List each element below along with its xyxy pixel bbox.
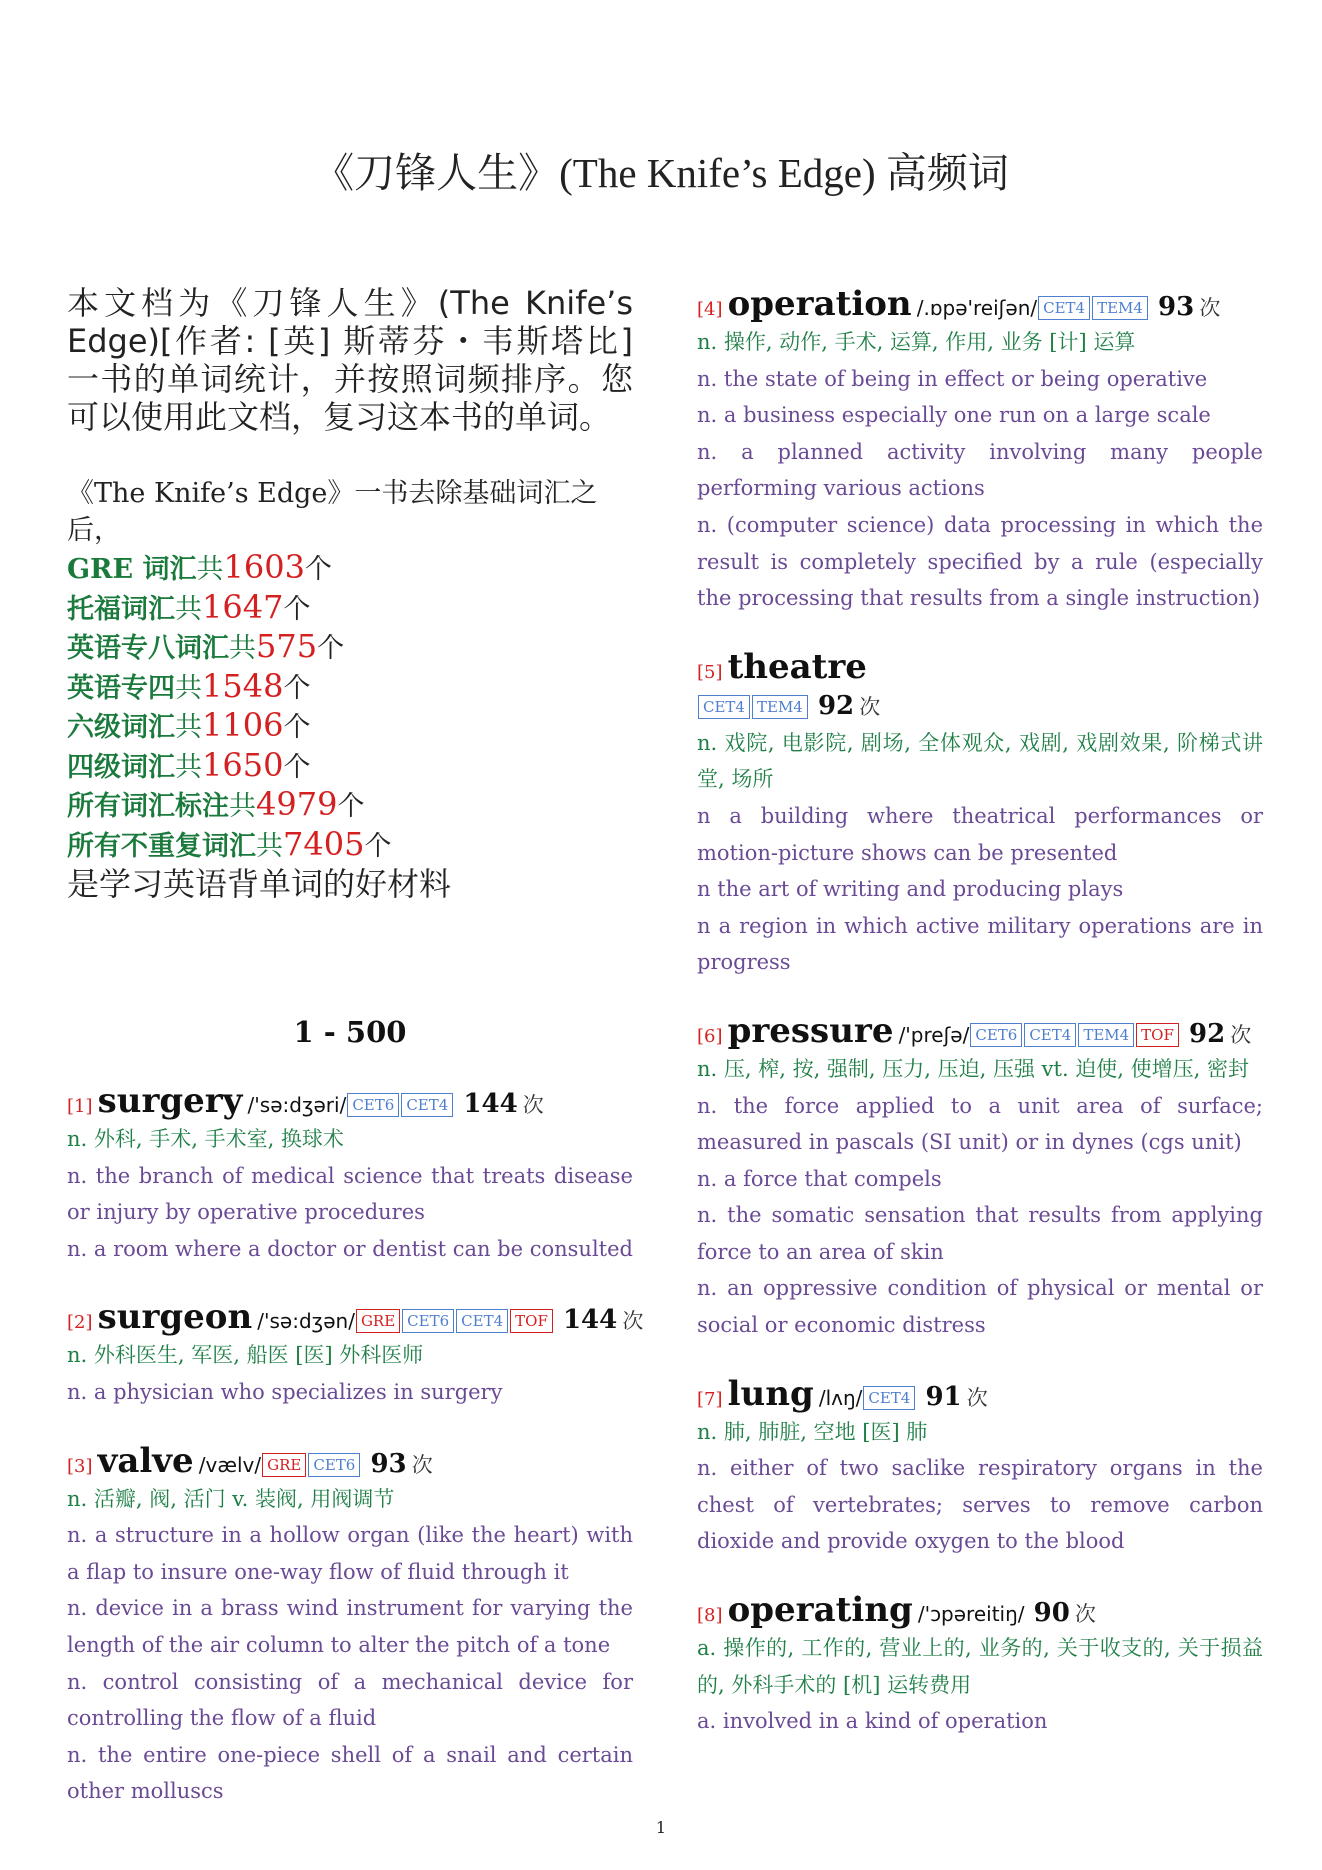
definition-en: n. a structure in a hollow organ (like the heart) with a flap to insure one-way flow of fluid through it [67,1523,633,1584]
frequency-unit: 次 [1199,296,1221,320]
definition-en: n. a physician who specializes in surgery [67,1379,503,1404]
summary-unit: 个 [317,633,345,664]
entry-index: [6] [697,1025,723,1047]
definition-en: n a building where theatrical performances or motion-picture shows can be presented [697,803,1263,865]
summary-line [67,668,633,708]
range-heading: 1 - 500 [293,1015,407,1049]
level-tag: GRE [262,1453,306,1477]
page-title: 《刀锋人生》(The Knife’s Edge) 高频词 [313,150,1009,196]
summary-unit: 个 [337,791,365,822]
word-entry [67,1081,633,1267]
summary-closing: 是学习英语背单词的好材料 [67,865,452,903]
entry-index: [8] [697,1605,723,1627]
definition-zh: n. 活瓣, 阀, 活门 v. 装阀, 用阀调节 [67,1486,395,1511]
summary-label: 英语专八词汇 [67,633,229,664]
word-entry [697,1011,1263,1344]
definition-en: n a region in which active military operations are in progress [697,913,1263,975]
definition-zh: n. 外科医生, 军医, 船医 [医] 外科医师 [67,1343,424,1368]
summary-count: 1603 [223,548,305,586]
summary-label: 所有词汇标注 [67,791,229,822]
entry-word: theatre [727,646,867,687]
summary-line [67,707,633,747]
definition-en: n. the branch of medical science that treats disease or injury by operative procedures [67,1163,633,1225]
definition-en: n. an oppressive condition of physical or mental or social or economic distress [697,1276,1263,1338]
entry-frequency: 93 [1158,292,1195,322]
right-entry-list [697,284,1263,1740]
entry-word: operating [727,1590,913,1631]
entry-headline [697,1590,1263,1630]
frequency-unit: 次 [966,1385,988,1410]
summary-count: 575 [256,627,318,665]
summary-line [67,589,633,629]
definition-zh: n. 外科, 手术, 手术室, 换球术 [67,1127,344,1151]
level-tag: CET4 [401,1093,453,1117]
entry-headline [697,647,1263,687]
level-tag: CET4 [1038,296,1090,320]
entry-word: lung [727,1373,814,1414]
entry-frequency: 90 [1033,1598,1070,1629]
frequency-unit: 次 [622,1309,644,1334]
definition-zh: n. 肺, 肺脏, 空地 [医] 肺 [697,1419,928,1444]
summary-label: 英语专四 [67,672,175,704]
entry-headline [697,1374,1263,1414]
entry-phonetic: /'sə:dʒən/ [257,1309,355,1334]
level-tag: CET4 [698,695,750,719]
word-entry [697,284,1263,617]
entry-frequency: 144 [562,1305,618,1336]
summary-unit: 个 [283,712,311,743]
summary-line [67,826,633,866]
entry-index: [5] [697,661,723,683]
entry-headline [67,1081,633,1121]
entry-word: surgeon [97,1297,253,1338]
entry-index: [2] [67,1312,93,1334]
definition-en: n. either of two saclike respiratory organs in the chest of vertebrates; serves to remove carbon dioxide and provide oxygen to the blood [697,1456,1263,1554]
entry-word: surgery [97,1081,243,1121]
summary-suffix: 共 [229,791,256,822]
level-tag: CET6 [308,1453,360,1477]
definition-en: n. device in a brass wind instrument for varying the length of the air column to alter the pitch of a tone [67,1596,633,1657]
vocabulary-summary [67,476,633,903]
summary-label: GRE 词汇 [67,554,197,585]
summary-heading: 《The Knife’s Edge》一书去除基础词汇之后， [67,478,598,546]
word-entry [697,647,1263,981]
left-entry-list [67,1081,644,1810]
entry-headline [697,284,1263,324]
frequency-unit: 次 [859,694,881,719]
entry-index: [3] [67,1455,93,1477]
summary-lines [67,549,633,865]
summary-count: 1650 [202,745,284,784]
definition-zh: n. 操作, 动作, 手术, 运算, 作用, 业务 [计] 运算 [697,330,1136,354]
entry-index: [4] [697,299,723,320]
summary-line [67,786,633,826]
definition-en: a. involved in a kind of operation [697,1709,1048,1734]
frequency-unit: 次 [1074,1602,1096,1627]
page-number: 1 [655,1818,667,1837]
summary-unit: 个 [283,751,311,783]
summary-count: 1548 [202,666,284,705]
summary-suffix: 共 [175,672,202,704]
summary-count: 1106 [202,706,284,744]
entry-index: [1] [67,1096,93,1117]
summary-label: 六级词汇 [67,712,175,743]
summary-unit: 个 [364,830,392,862]
left-column [67,284,644,1840]
definition-en: n. the state of being in effect or being operative [697,366,1208,391]
definition-zh: n. 戏院, 电影院, 剧场, 全体观众, 戏剧, 戏剧效果, 阶梯式讲堂, 场所 [697,730,1263,792]
definition-zh: n. 压, 榨, 按, 强制, 压力, 压迫, 压强 vt. 迫使, 使增压, 密封 [697,1056,1250,1081]
summary-count: 4979 [256,785,338,823]
definition-en: n the art of writing and producing plays [697,877,1124,902]
summary-line [67,747,633,787]
level-tag: CET4 [456,1309,508,1333]
summary-suffix: 共 [175,593,202,625]
summary-unit: 个 [283,672,311,704]
entry-frequency: 93 [370,1448,407,1479]
word-entry [67,1441,633,1810]
level-tag: CET4 [863,1386,915,1410]
level-tag: CET6 [970,1023,1022,1047]
summary-unit: 个 [283,593,311,625]
entry-frequency: 144 [463,1089,518,1119]
entry-frequency: 92 [1188,1018,1226,1049]
summary-suffix: 共 [175,751,202,783]
definition-en: n. a planned activity involving many people performing various actions [697,439,1263,501]
frequency-unit: 次 [411,1452,433,1477]
definition-en: n. the somatic sensation that results from applying force to an area of skin [697,1203,1263,1264]
summary-line [67,549,633,589]
level-tag: TEM4 [1078,1023,1134,1047]
summary-label: 所有不重复词汇 [67,830,256,862]
summary-suffix: 共 [196,554,224,585]
entry-word: valve [97,1440,194,1481]
definition-en: n. the force applied to a unit area of surface; measured in pascals (SI unit) or in dynes (cgs unit) [697,1093,1263,1155]
entry-phonetic: /'ɔpəreitiŋ/ [917,1602,1025,1627]
entry-headline [67,1297,644,1338]
definition-en: n. a force that compels [697,1166,942,1191]
summary-unit: 个 [304,554,332,585]
level-tag: TEM4 [752,695,808,719]
definition-en: n. control consisting of a mechanical device for controlling the flow of a fluid [67,1669,633,1731]
summary-count: 7405 [283,824,365,863]
entry-phonetic: /.ɒpə'reiʃən/ [916,296,1038,320]
frequency-unit: 次 [1230,1022,1252,1047]
entry-headline [697,1011,1263,1051]
level-tag: TOF [510,1309,553,1333]
entry-index: [7] [697,1388,723,1410]
entry-headline [67,1441,633,1481]
frequency-unit: 次 [522,1093,544,1117]
entry-word: pressure [727,1010,894,1051]
entry-frequency: 92 [817,690,855,721]
summary-label: 四级词汇 [67,751,175,783]
definition-en: n. a room where a doctor or dentist can be consulted [67,1236,633,1261]
word-entry [697,1590,1263,1740]
summary-count: 1647 [202,587,284,626]
entry-tagline [697,687,1263,725]
intro-paragraph: 本文档为《刀锋人生》(The Knife’s Edge)[作者: [英] 斯蒂芬・韦斯塔比] 一书的单词统计，并按照词频排序。您可以使用此文档，复习这本书的单词。 [67,284,633,436]
definition-en: n. the entire one-piece shell of a snail and certain other molluscs [67,1742,633,1804]
definition-en: n. (computer science) data processing in which the result is completely specified by a rule (especially the processing that results from a single instruction) [697,512,1263,611]
entry-phonetic: /lʌŋ/ [818,1385,863,1410]
entry-phonetic: /vælv/ [198,1452,262,1477]
level-tag: CET6 [347,1093,399,1117]
entry-phonetic: /'sə:dʒəri/ [247,1093,347,1117]
summary-line [67,628,633,668]
level-tag: CET4 [1024,1023,1076,1047]
right-column [697,284,1263,1770]
entry-word: operation [727,284,912,324]
word-entry [697,1374,1263,1560]
level-tag: CET6 [402,1309,454,1333]
summary-suffix: 共 [256,830,283,862]
entry-phonetic: /'preʃə/ [898,1022,970,1047]
level-tag: TEM4 [1092,296,1148,320]
definition-zh: a. 操作的, 工作的, 营业上的, 业务的, 关于收支的, 关于损益的, 外科手术的 [机] 运转费用 [697,1636,1263,1697]
summary-suffix: 共 [175,712,202,743]
definition-en: n. a business especially one run on a large scale [697,403,1211,428]
summary-suffix: 共 [229,633,256,664]
level-tag: TOF [1136,1023,1179,1047]
word-entry [67,1297,644,1410]
summary-label: 托福词汇 [67,593,175,625]
entry-frequency: 91 [925,1381,962,1412]
level-tag: GRE [356,1309,400,1333]
